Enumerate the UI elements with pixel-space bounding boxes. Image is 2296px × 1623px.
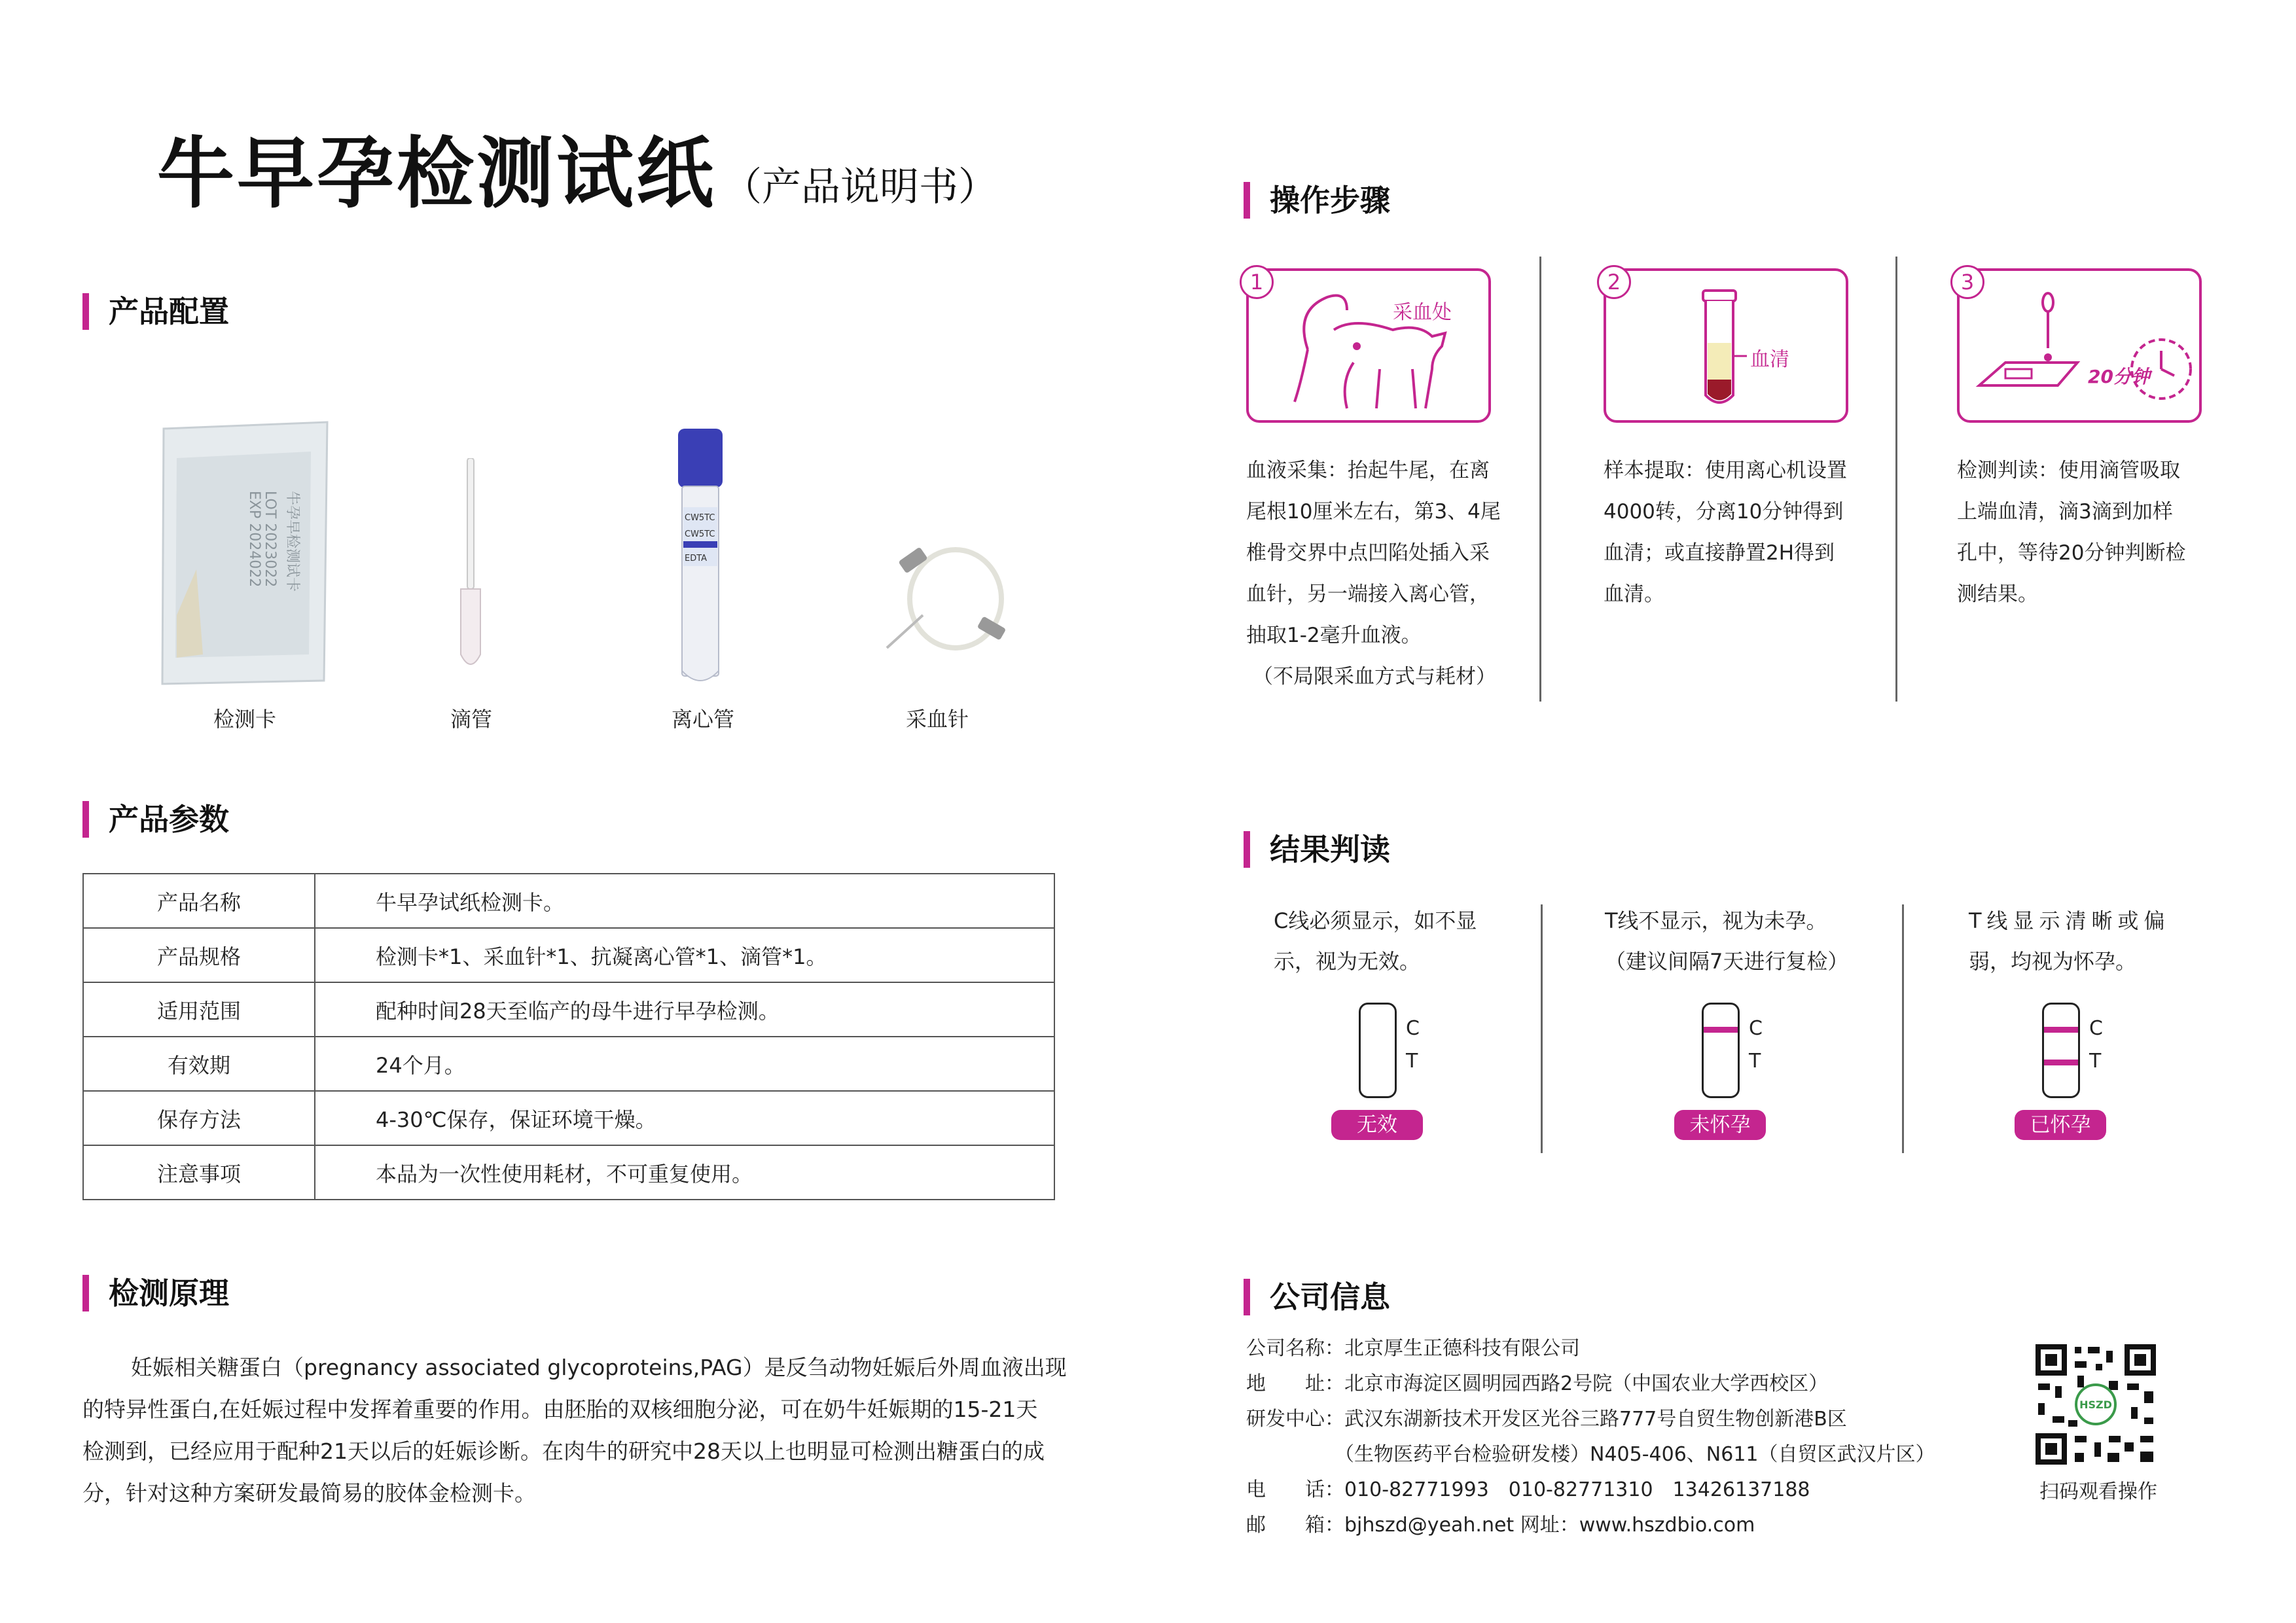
badge-pregnant: 已怀孕 — [2015, 1110, 2106, 1140]
qr-logo-text: HSZD — [2079, 1399, 2112, 1411]
tube-label-2: CW5TC — [685, 529, 715, 539]
step-line: 血液采集：抬起牛尾，在离 — [1246, 459, 1490, 482]
company-line: 公司名称：北京厚生正德科技有限公司 — [1246, 1337, 1580, 1360]
step-2-img-label: 血清 — [1750, 348, 1789, 371]
step-3-illustration — [1957, 268, 2202, 423]
step-line: 测结果。 — [1957, 582, 2038, 606]
test-strip-not-pregnant — [1702, 1003, 1740, 1098]
param-key: 保存方法 — [83, 1091, 315, 1145]
param-value: 牛早孕试纸检测卡。 — [315, 874, 1054, 928]
t-label: T — [1749, 1050, 1761, 1073]
result-line: C线必须显示，如不显 — [1274, 908, 1477, 933]
page-title — [157, 111, 997, 223]
param-key: 产品名称 — [83, 874, 315, 928]
qr-label: 扫码观看操作 — [2039, 1480, 2157, 1503]
tube-label-3: EDTA — [685, 554, 708, 563]
config-label-tube: 离心管 — [671, 707, 734, 732]
step-line: 孔中，等待20分钟判断检 — [1957, 541, 2186, 565]
divider — [1539, 257, 1541, 702]
test-tube-icon — [1606, 271, 1846, 420]
config-label-needle: 采血针 — [905, 707, 969, 732]
c-label: C — [1406, 1017, 1420, 1040]
table-row — [83, 928, 1054, 982]
step-3-text — [1957, 450, 2206, 615]
table-row — [83, 982, 1054, 1037]
step-line: （不局限采血方式与耗材） — [1253, 665, 1496, 688]
company-line: （生物医药平台检验研发楼）N405-406、N611（自贸区武汉片区） — [1246, 1443, 1935, 1466]
c-band — [1704, 1027, 1738, 1033]
step-line: 血针，另一端接入离心管， — [1246, 582, 1490, 606]
test-card-packet-image — [157, 419, 334, 687]
c-label: C — [2089, 1017, 2103, 1040]
packet-text-2: LOT 2023022 — [262, 491, 278, 588]
result-line: 弱，均视为怀孕。 — [1969, 949, 2137, 974]
table-row — [83, 1037, 1054, 1091]
params-table — [82, 873, 1055, 1200]
step-1-illustration — [1246, 268, 1491, 423]
step-line: 4000转，分离10分钟得到 — [1604, 500, 1844, 524]
packet-text-1: 牛孕早检测试卡 — [284, 491, 300, 592]
step-line: 椎骨交界中点凹陷处插入采 — [1246, 541, 1490, 565]
step-2-number: 2 — [1597, 265, 1631, 299]
step-line: 血清。 — [1604, 582, 1664, 606]
config-label-card: 检测卡 — [213, 707, 276, 732]
test-strip-invalid — [1359, 1003, 1397, 1098]
title-subtitle: （产品说明书） — [723, 164, 998, 210]
c-band — [2044, 1027, 2078, 1033]
config-label-dropper: 滴管 — [450, 707, 492, 732]
principle-line: 的特异性蛋白,在妊娠过程中发挥着重要的作用。由胚胎的双核细胞分泌，可在奶牛妊娠期的15-21天 — [82, 1397, 1038, 1422]
section-config-heading: 产品配置 — [82, 293, 229, 330]
divider — [1895, 257, 1897, 702]
step-2-illustration — [1604, 268, 1848, 423]
dropper-card-icon — [1960, 271, 2199, 420]
param-key: 产品规格 — [83, 928, 315, 982]
company-line: 邮 箱：bjhszd@yeah.net 网址：www.hszdbio.com — [1246, 1514, 1755, 1537]
test-strip-pregnant — [2042, 1003, 2080, 1098]
blood-needle-image — [884, 537, 1014, 668]
step-2-text — [1604, 450, 1852, 615]
section-steps-heading: 操作步骤 — [1244, 182, 1390, 219]
company-info — [1246, 1331, 1935, 1543]
param-key: 有效期 — [83, 1037, 315, 1091]
badge-not-pregnant: 未怀孕 — [1674, 1110, 1766, 1140]
step-line: 上端血清，滴3滴到加样 — [1957, 500, 2173, 524]
step-3-number: 3 — [1950, 265, 1984, 299]
dropper-image — [452, 458, 491, 674]
result-not-pregnant-text — [1605, 901, 1848, 982]
principle-line: 妊娠相关糖蛋白（pregnancy associated glycoproteins,PAG）是反刍动物妊娠后外周血液出现 — [131, 1355, 1067, 1380]
param-value: 检测卡*1、采血针*1、抗凝离心管*1、滴管*1。 — [315, 928, 1054, 982]
param-value: 配种时间28天至临产的母牛进行早孕检测。 — [315, 982, 1054, 1037]
param-value: 24个月。 — [315, 1037, 1054, 1091]
section-result-heading: 结果判读 — [1244, 831, 1390, 868]
step-line: 检测判读：使用滴管吸取 — [1957, 459, 2180, 482]
result-pregnant-text — [1969, 901, 2170, 982]
divider — [1541, 904, 1543, 1153]
t-label: T — [2089, 1050, 2102, 1073]
cow-icon — [1249, 271, 1488, 420]
result-line: T线显示清晰或偏 — [1969, 908, 2170, 933]
step-3-img-label: 20分钟 — [2088, 366, 2150, 387]
section-company-heading: 公司信息 — [1244, 1279, 1390, 1315]
table-row — [83, 1145, 1054, 1200]
result-line: 示，视为无效。 — [1274, 949, 1421, 974]
principle-line: 检测到，已经应用于配种21天以后的妊娠诊断。在肉牛的研究中28天以上也明显可检测出糖蛋白的成 — [82, 1438, 1045, 1464]
company-line: 研发中心：武汉东湖新技术开发区光谷三路777号自贸生物创新港B区 — [1246, 1408, 1847, 1431]
section-principle-heading: 检测原理 — [82, 1275, 229, 1311]
table-row — [83, 874, 1054, 928]
company-line: 地 址：北京市海淀区圆明园西路2号院（中国农业大学西校区） — [1246, 1372, 1829, 1395]
divider — [1902, 904, 1904, 1153]
step-1-text — [1246, 450, 1501, 698]
qr-code-icon[interactable] — [2036, 1344, 2156, 1465]
badge-invalid: 无效 — [1331, 1110, 1423, 1140]
step-line: 尾根10厘米左右，第3、4尾 — [1246, 500, 1501, 524]
table-row — [83, 1091, 1054, 1145]
principle-line: 分，针对这种方案研发最简易的胶体金检测卡。 — [82, 1480, 536, 1506]
param-value: 本品为一次性使用耗材，不可重复使用。 — [315, 1145, 1054, 1200]
param-key: 适用范围 — [83, 982, 315, 1037]
step-line: 抽取1-2毫升血液。 — [1246, 624, 1422, 647]
step-line: 血清；或直接静置2H得到 — [1604, 541, 1835, 565]
centrifuge-tube-image — [674, 429, 726, 690]
c-label: C — [1749, 1017, 1763, 1040]
t-label: T — [1406, 1050, 1418, 1073]
param-value: 4-30℃保存，保证环境干燥。 — [315, 1091, 1054, 1145]
result-line: T线不显示，视为未孕。 — [1605, 908, 1827, 933]
result-line: （建议间隔7天进行复检） — [1605, 949, 1849, 974]
step-1-img-label: 采血处 — [1393, 301, 1452, 324]
result-invalid-text — [1274, 901, 1477, 982]
tube-label-1: CW5TC — [685, 513, 715, 523]
param-key: 注意事项 — [83, 1145, 315, 1200]
title-main: 牛早孕检测试纸 — [157, 128, 717, 219]
step-1-number: 1 — [1240, 265, 1274, 299]
packet-text-3: EXP 2024022 — [246, 491, 262, 588]
principle-text — [82, 1347, 1067, 1514]
company-line: 电 话：010-82771993 010-82771310 13426137188 — [1246, 1478, 1810, 1501]
section-params-heading: 产品参数 — [82, 801, 229, 838]
t-band — [2044, 1060, 2078, 1065]
step-line: 样本提取：使用离心机设置 — [1604, 459, 1847, 482]
